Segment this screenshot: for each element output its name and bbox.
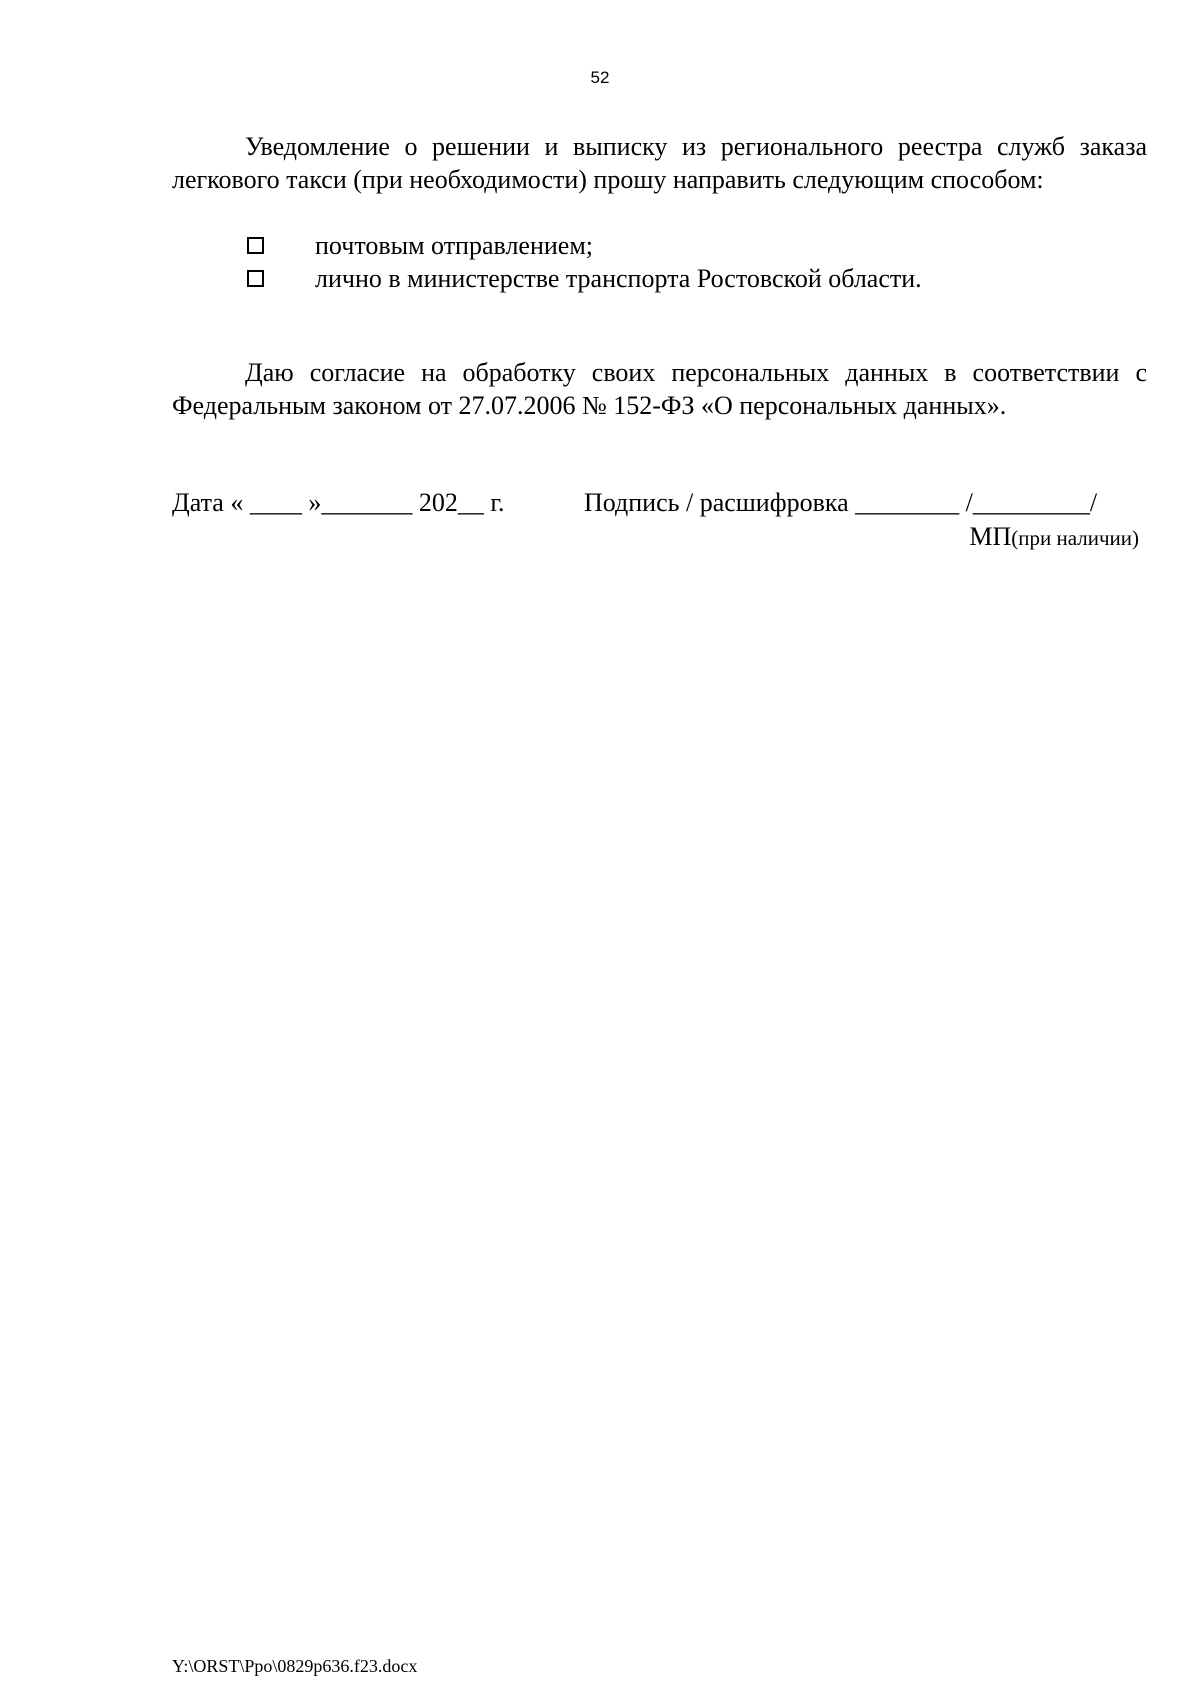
consent-block bbox=[172, 356, 1147, 422]
stamp-mp: МП bbox=[969, 522, 1012, 551]
date-field: Дата « ____ »_______ 202__ г. bbox=[172, 488, 505, 517]
option-post bbox=[247, 229, 1147, 262]
page-number: 52 bbox=[590, 68, 610, 87]
delivery-options bbox=[247, 229, 1147, 295]
notice-block bbox=[172, 130, 1147, 196]
stamp-condition: (при наличии) bbox=[1011, 526, 1139, 550]
footer-file-path: Y:\ORST\Ppo\0829p636.f23.docx bbox=[172, 1656, 418, 1676]
checkbox-in-person[interactable] bbox=[247, 270, 264, 287]
consent-paragraph: Даю согласие на обработку своих персональных данных в соответствии с Федеральным законом от 27.07.2006 № 152-ФЗ «О персональных данных». bbox=[172, 358, 1147, 420]
option-post-label: почтовым отправлением; bbox=[315, 231, 594, 260]
stamp-note bbox=[969, 520, 1139, 555]
signature-field: Подпись / расшифровка ________ /_________/ bbox=[584, 488, 1098, 517]
option-in-person bbox=[247, 262, 1147, 295]
notice-paragraph: Уведомление о решении и выписку из регионального реестра служб заказа легкового такси (при необходимости) прошу направить следующим способом: bbox=[172, 132, 1147, 194]
option-in-person-label: лично в министерстве транспорта Ростовской области. bbox=[315, 264, 922, 293]
checkbox-post[interactable] bbox=[247, 237, 264, 254]
